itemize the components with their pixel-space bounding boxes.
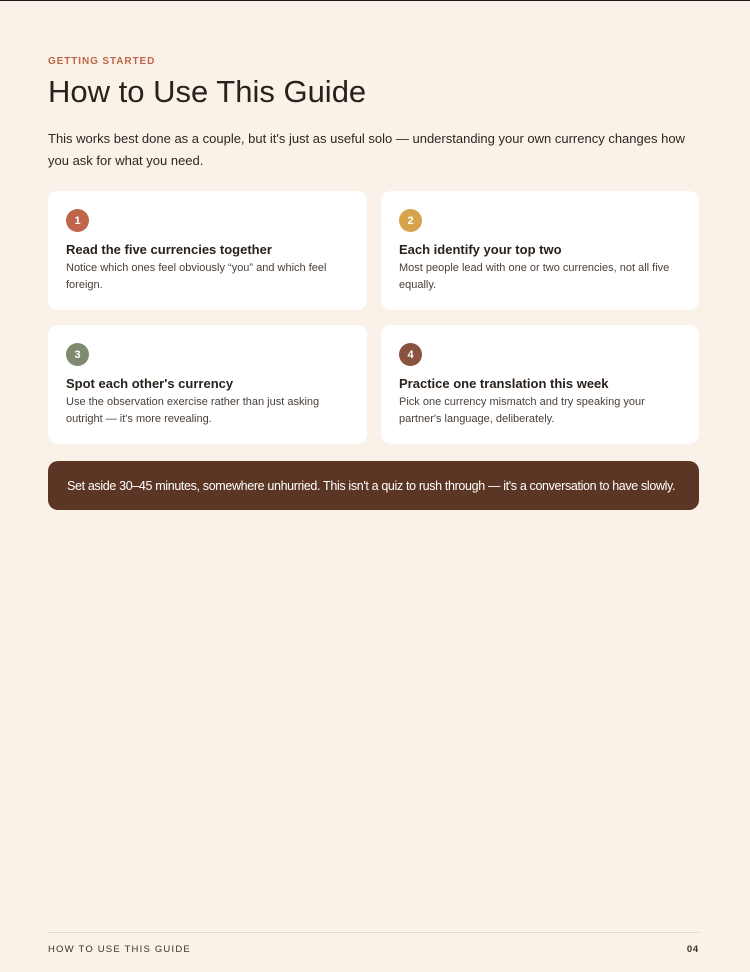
step-number-badge: 4	[399, 343, 422, 366]
top-rule	[0, 0, 750, 1]
section-eyebrow: GETTING STARTED	[48, 56, 156, 67]
step-description: Notice which ones feel obviously “you” and which feel foreign.	[66, 262, 327, 291]
callout-text: Set aside 30–45 minutes, somewhere unhurried. This isn't a quiz to rush through — it's a conversation to have slowly.	[67, 478, 676, 493]
steps-grid	[48, 191, 699, 444]
page-content	[48, 56, 699, 510]
intro-paragraph: This works best done as a couple, but it's just as useful solo — understanding your own currency changes how you ask for what you need.	[48, 131, 685, 168]
step-number-badge: 3	[66, 343, 89, 366]
page-footer	[48, 932, 699, 955]
step-description: Most people lead with one or two currencies, not all five equally.	[399, 262, 670, 291]
step-number-badge: 1	[66, 209, 89, 232]
step-title: Spot each other's currency	[66, 376, 234, 391]
step-card	[48, 191, 367, 310]
step-description: Use the observation exercise rather than just asking outright — it's more revealing.	[66, 396, 320, 425]
step-description: Pick one currency mismatch and try speaking your partner's language, deliberately.	[399, 396, 645, 425]
step-card	[48, 325, 367, 444]
step-card	[381, 191, 699, 310]
step-title: Practice one translation this week	[399, 376, 609, 391]
step-number-badge: 2	[399, 209, 422, 232]
page-title: How to Use This Guide	[48, 74, 367, 109]
step-title: Read the five currencies together	[66, 242, 272, 257]
page-number: 04	[686, 944, 699, 955]
step-title: Each identify your top two	[399, 242, 562, 257]
footer-section-label: HOW TO USE THIS GUIDE	[48, 944, 191, 955]
step-card	[381, 325, 699, 444]
time-callout	[48, 461, 699, 510]
